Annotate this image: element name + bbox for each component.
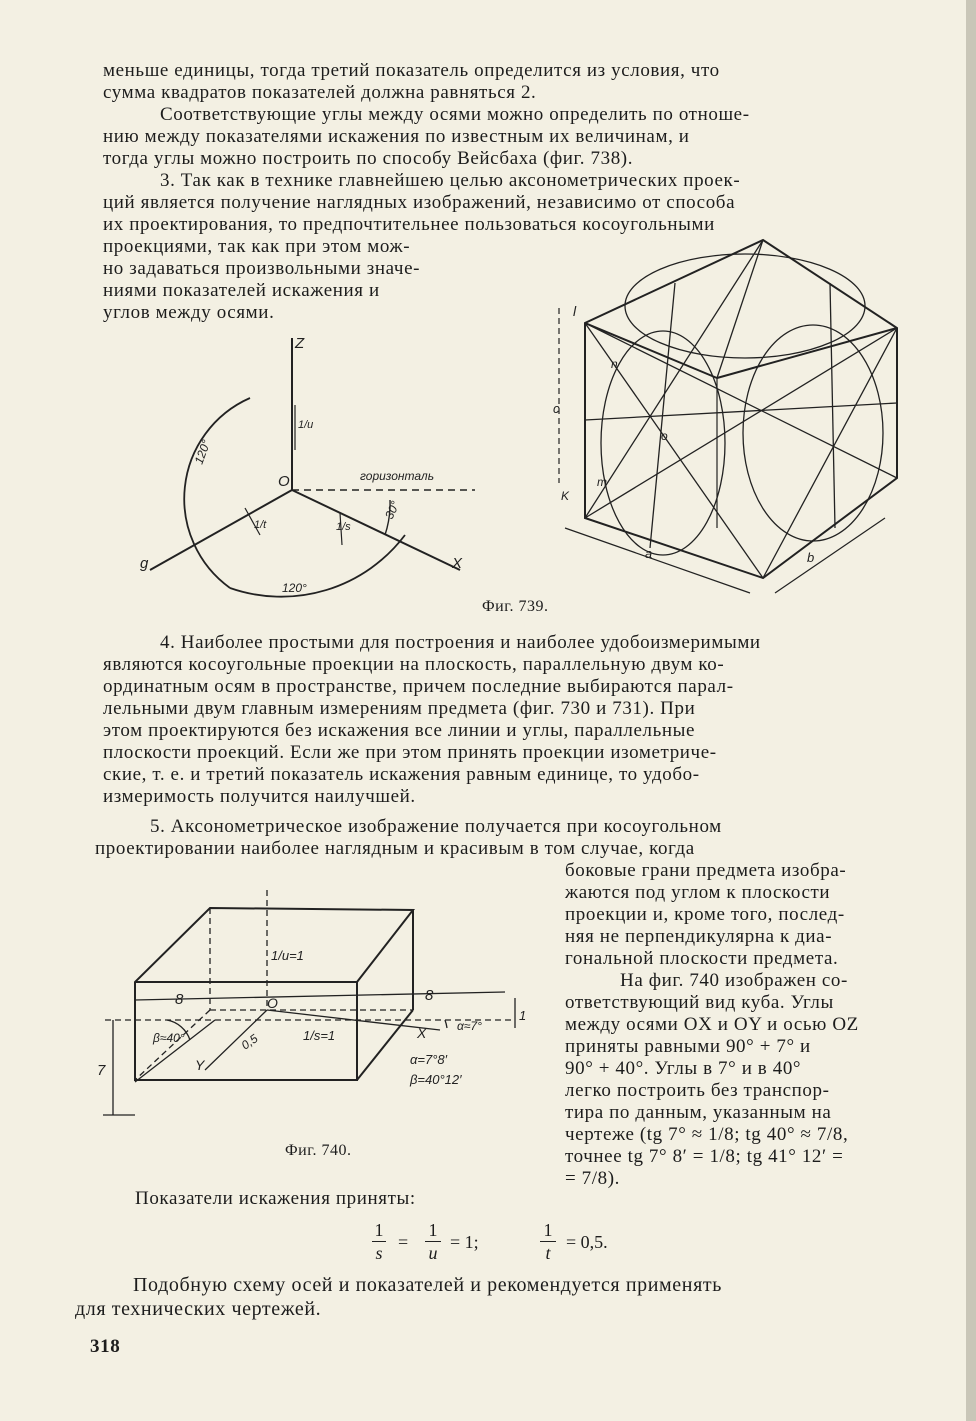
- text-line: 4. Наиболее простыми для построения и наиболее удобоизмеримыми: [160, 632, 761, 653]
- page-number: 318: [90, 1336, 121, 1357]
- text-line: но задаваться произвольными значе-: [103, 258, 421, 279]
- formula-equals: =: [398, 1232, 409, 1252]
- text-line: Подобную схему осей и показателей и рекомендуется применять: [133, 1274, 722, 1296]
- text-line: Соответствующие углы между осями можно определить по отноше-: [160, 104, 750, 125]
- text-line: = 7/8).: [565, 1168, 621, 1189]
- text-line: их проектирования, то предпочтительнее пользоваться косоугольными: [103, 214, 715, 235]
- text-line: приняты равными 90° + 7° и: [565, 1036, 811, 1057]
- fig739-label-t: 1/t: [254, 519, 267, 531]
- text-line: между осями OX и OY и осью OZ: [565, 1014, 859, 1035]
- text-line: углов между осями.: [103, 302, 275, 323]
- text-line: На фиг. 740 изображен со-: [620, 970, 848, 991]
- fig739-cube-label-a: a: [645, 546, 653, 561]
- fig740-label-y: Y: [195, 1057, 205, 1073]
- text-line: проектировании наиболее наглядным и красивым в том случае, когда: [95, 838, 695, 859]
- text-line: 90° + 40°. Углы в 7° и в 40°: [565, 1058, 802, 1079]
- fig740-cube-diagram: [95, 870, 555, 1130]
- fig739-label-s: 1/s: [336, 521, 351, 533]
- text-line: точнее tg 7° 8′ = 1/8; tg 41° 12′ =: [565, 1146, 844, 1167]
- text-line: ские, т. е. и третий показатель искажения равным единице, то удобо-: [103, 764, 700, 785]
- fig740-label-alpha-exact: α=7°8′: [410, 1052, 448, 1067]
- text-line: няя не перпендикулярна к диа-: [565, 926, 833, 947]
- formula-one-s: 1: [372, 1220, 386, 1242]
- text-line: проекциями, так как при этом мож-: [103, 236, 411, 257]
- page-edge-shadow: [966, 0, 976, 1421]
- fig739-label-horizontal: горизонталь: [360, 469, 435, 483]
- text-line: сумма квадратов показателей должна равняться 2.: [103, 82, 537, 103]
- text-line: ций является получение наглядных изображений, независимо от способа: [103, 192, 736, 213]
- fig740-label-seven: 7: [97, 1062, 106, 1079]
- fig740-label-beta40: β≈40°: [153, 1031, 185, 1045]
- fig740-label-beta-exact: β=40°12′: [410, 1072, 462, 1087]
- formula-denominator-t: t: [545, 1243, 551, 1263]
- text-line: тира по данным, указанным на: [565, 1102, 832, 1123]
- text-line: тогда углы можно построить по способу Вейсбаха (фиг. 738).: [103, 148, 634, 169]
- text-line: меньше единицы, тогда третий показатель определится из условия, что: [103, 60, 720, 81]
- fig740-label-eight-right: 8: [425, 987, 434, 1004]
- formula-one-u: 1: [425, 1220, 441, 1242]
- formula-equals-one: = 1;: [450, 1232, 479, 1252]
- fig740-label-u1: 1/u=1: [271, 948, 304, 963]
- formula-denominator-s: s: [375, 1243, 383, 1263]
- fig739-axes-diagram: [130, 330, 490, 610]
- text-line: проекции и, кроме того, послед-: [565, 904, 845, 925]
- fig740-caption: Фиг. 740.: [285, 1142, 352, 1159]
- fig740-label-o: O: [267, 995, 278, 1011]
- text-line: ниями показателей искажения и: [103, 280, 380, 301]
- text-line: нию между показателями искажения по известным их величинам, и: [103, 126, 690, 147]
- fig739-label-x: X: [452, 555, 463, 572]
- fig739-label-angle120-bottom: 120°: [282, 581, 307, 595]
- text-line: гональной плоскости предмета.: [565, 948, 839, 969]
- text-line: являются косоугольные проекции на плоскость, параллельную двум ко-: [103, 654, 725, 675]
- fig739-cube-label-l: l: [573, 303, 577, 319]
- text-line: для технических чертежей.: [75, 1298, 322, 1320]
- formula-denominator-u: u: [428, 1243, 438, 1263]
- text-line: ординатным осям в пространстве, причем последние выбираются парал-: [103, 676, 734, 697]
- fig740-label-eight-left: 8: [175, 991, 184, 1008]
- fig739-cube-label-b: b: [807, 550, 815, 565]
- formula-equals-half: = 0,5.: [566, 1232, 608, 1252]
- text-line: легко построить без транспор-: [565, 1080, 830, 1101]
- fig739-cube-label-c: c: [553, 401, 560, 416]
- fig740-label-s1: 1/s=1: [303, 1028, 336, 1043]
- fig739-label-angle30: 30°: [382, 498, 403, 522]
- fig739-label-z: Z: [295, 335, 305, 352]
- fig739-label-y: g: [140, 555, 149, 572]
- text-line: лельными двум главным измерениям предмета (фиг. 730 и 731). При: [103, 698, 696, 719]
- fig739-label-angle120-vertical: 120°: [191, 437, 214, 467]
- fig739-cube-label-o: o: [661, 429, 668, 443]
- text-line: ответствующий вид куба. Углы: [565, 992, 834, 1013]
- text-line: Показатели искажения приняты:: [135, 1188, 416, 1209]
- fig740-label-alpha7: α≈7°: [457, 1019, 482, 1033]
- fig739-caption: Фиг. 739.: [482, 598, 549, 615]
- text-line: боковые грани предмета изобра-: [565, 860, 847, 881]
- fig740-label-t05: 0,5: [238, 1031, 261, 1053]
- fig739-label-u: 1/u: [298, 419, 314, 431]
- text-line: 5. Аксонометрическое изображение получается при косоугольном: [150, 816, 722, 837]
- fig739-cube-label-k: K: [561, 489, 570, 503]
- fig740-label-one-right: 1: [519, 1008, 527, 1023]
- fig740-label-x: X: [417, 1025, 427, 1041]
- fig739-cube-label-n: n: [611, 357, 618, 371]
- text-line: 3. Так как в технике главнейшею целью аксонометрических проек-: [160, 170, 741, 191]
- formula-one-t: 1: [540, 1220, 556, 1242]
- text-line: жаются под углом к плоскости: [565, 882, 831, 903]
- fig739-cube-diagram: [545, 228, 905, 598]
- fig739-label-o: O: [278, 473, 290, 490]
- text-line: этом проектируются без искажения все линии и углы, параллельные: [103, 720, 696, 741]
- fig739-cube-label-m: m: [597, 475, 607, 489]
- text-line: измеримость получится наилучшей.: [103, 786, 416, 807]
- text-line: чертеже (tg 7° ≈ 1/8; tg 40° ≈ 7/8,: [565, 1124, 849, 1145]
- text-line: плоскости проекций. Если же при этом принять проекции изометриче-: [103, 742, 717, 763]
